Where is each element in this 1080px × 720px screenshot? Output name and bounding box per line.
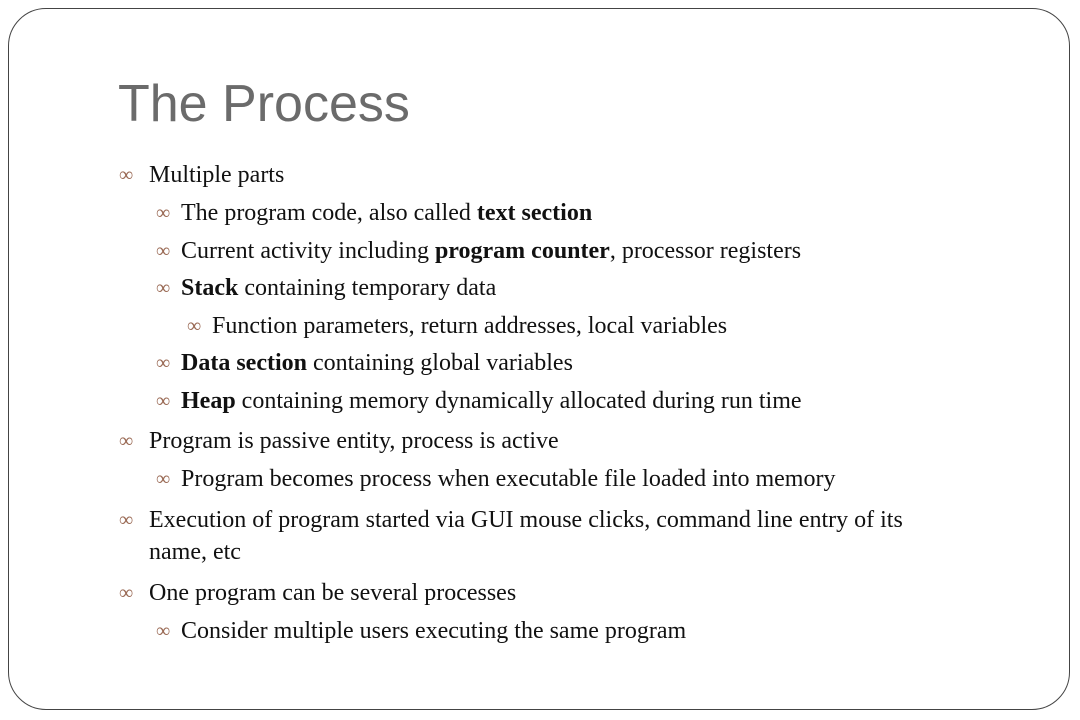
bullet-text: One program can be several processes — [149, 580, 517, 606]
bullet-icon: ∞ — [156, 352, 171, 374]
bullet-icon: ∞ — [187, 315, 202, 337]
slide-title: The Process — [118, 75, 410, 133]
bullet-line — [156, 387, 802, 415]
bullet-text: Program becomes process when executable file loaded into memory — [181, 466, 836, 492]
bullet-icon: ∞ — [119, 582, 134, 604]
bullet-icon: ∞ — [156, 202, 171, 224]
bullet-icon: ∞ — [156, 468, 171, 490]
bullet-text: text section — [476, 200, 593, 226]
bullet-text: Consider multiple users executing the same program — [181, 618, 687, 644]
bullet-text: containing temporary data — [238, 275, 497, 301]
bullet-text: Data section — [181, 350, 307, 376]
bullet-line — [119, 427, 559, 455]
bullet-text: , processor registers — [609, 238, 802, 264]
bullet-text: containing memory dynamically allocated during run time — [235, 388, 802, 414]
bullet-icon: ∞ — [156, 390, 171, 412]
bullet-text: The program code, also called — [181, 200, 477, 226]
bullet-text: name, etc — [149, 539, 241, 565]
bullet-icon: ∞ — [119, 430, 134, 452]
bullet-text: containing global variables — [306, 350, 573, 376]
bullet-text: Execution of program started via GUI mouse clicks, command line entry of its — [149, 507, 903, 533]
bullet-line — [119, 579, 517, 607]
bullet-text: Multiple parts — [149, 162, 285, 188]
bullet-text: Stack — [181, 275, 239, 301]
bullet-line — [156, 465, 836, 493]
bullet-line — [119, 161, 285, 189]
bullet-line — [187, 312, 728, 340]
bullet-icon: ∞ — [156, 277, 171, 299]
bullet-icon: ∞ — [119, 164, 134, 186]
bullet-text: Current activity including — [181, 238, 435, 264]
bullet-line — [149, 538, 241, 566]
bullet-text: Program is passive entity, process is active — [149, 428, 559, 454]
bullet-icon: ∞ — [119, 509, 134, 531]
bullet-text: Function parameters, return addresses, local variables — [212, 313, 728, 339]
bullet-line — [156, 349, 573, 377]
bullet-icon: ∞ — [156, 620, 171, 642]
bullet-line — [156, 274, 497, 302]
bullet-line — [156, 199, 593, 227]
bullet-text: program counter — [434, 238, 610, 264]
bullet-icon: ∞ — [156, 240, 171, 262]
bullet-line — [156, 237, 802, 265]
bullet-line — [119, 506, 903, 534]
bullet-text: Heap — [181, 388, 236, 414]
bullet-line — [156, 617, 687, 645]
